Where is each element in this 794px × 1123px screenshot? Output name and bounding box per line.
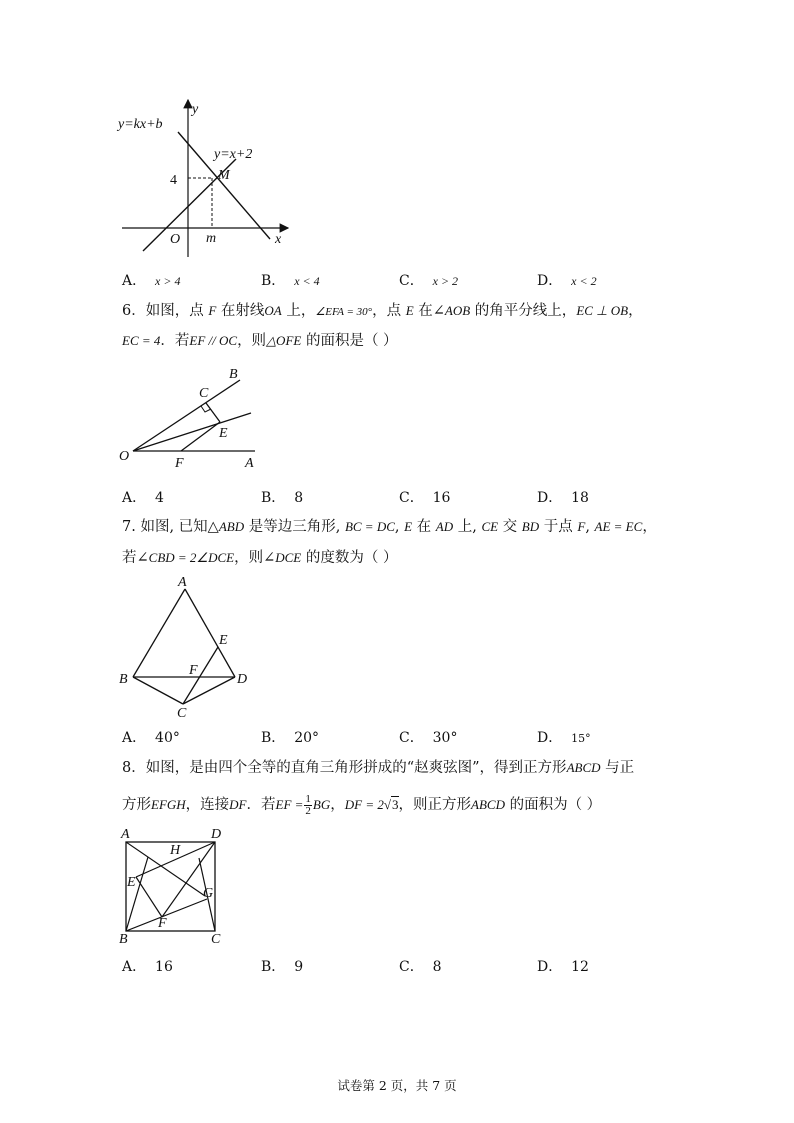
q5-graph-figure xyxy=(110,95,295,260)
segment-BC xyxy=(133,677,183,704)
segment-E-F xyxy=(136,877,162,917)
q8-option-b[interactable]: B． 9 xyxy=(261,959,304,975)
svg-text:A: A xyxy=(245,456,254,471)
svg-text:F: F xyxy=(189,663,198,678)
label-kx-plus-b: y=kx+b xyxy=(118,117,163,132)
svg-text:B: B xyxy=(119,932,128,947)
svg-text:D: D xyxy=(211,827,222,842)
svg-text:O: O xyxy=(119,449,130,464)
q8-stem-line1: 8．如图，是由四个全等的直角三角形拼成的“赵爽弦图”，得到正方形ABCD 与正 xyxy=(122,760,635,776)
label-x-plus-2: y=x+2 xyxy=(214,147,253,162)
side-AB xyxy=(133,589,185,677)
q6-stem-line2: EC = 4．若EF // OC，则△OFE 的面积是（ ） xyxy=(122,333,398,349)
q6-stem-line1: 6．如图，点 F 在射线OA 上，∠EFA = 30°，点 E 在∠AOB 的角平分线上，EC ⊥ OB， xyxy=(122,303,643,319)
q5-option-c[interactable]: C． x > 2 xyxy=(399,273,459,289)
label-x-tick-m: m xyxy=(206,231,217,246)
q7-option-b[interactable]: B． 20° xyxy=(261,730,320,746)
segment-B-H xyxy=(126,857,148,931)
label-point-M: M xyxy=(218,168,230,183)
svg-text:C: C xyxy=(199,386,209,401)
bisector xyxy=(133,413,251,451)
q5-option-a[interactable]: A． x > 4 xyxy=(122,273,181,289)
segment-EC xyxy=(206,403,220,422)
svg-text:D: D xyxy=(237,672,248,687)
label-y-tick-4: 4 xyxy=(170,173,177,188)
q8-stem-line2: 方形EFGH，连接DF．若EF = $\frac{1}{2}$ BG，DF = 2√3，则正方形ABCD 的面积为（ ） xyxy=(122,792,602,817)
q7-stem-line1: 7. 如图, 已知△ABD 是等边三角形, BC = DC, E 在 AD 上, CE 交 BD 于点 F, AE = EC， xyxy=(122,519,657,535)
svg-text:E: E xyxy=(127,875,136,890)
segment-A-G xyxy=(126,842,205,896)
q8-option-a[interactable]: A． 16 xyxy=(122,959,173,975)
svg-text:E: E xyxy=(219,426,228,441)
q7-option-a[interactable]: A． 40° xyxy=(122,730,180,746)
q6-option-a[interactable]: A． 4 xyxy=(122,490,164,506)
svg-text:H: H xyxy=(170,843,181,858)
svg-text:B: B xyxy=(229,367,238,382)
svg-text:G: G xyxy=(203,886,214,901)
q8-figure xyxy=(115,825,230,947)
q7-option-d[interactable]: D． 15° xyxy=(537,730,591,746)
q7-stem-line2: 若∠CBD = 2∠DCE，则∠DCE 的度数为（ ） xyxy=(122,550,398,566)
label-y-axis: y xyxy=(192,102,199,117)
q7-option-c[interactable]: C． 30° xyxy=(399,730,458,746)
svg-text:F: F xyxy=(158,916,167,931)
q5-option-d[interactable]: D． x < 2 xyxy=(537,273,597,289)
q6-figure xyxy=(115,362,265,472)
q5-option-b[interactable]: B． x < 4 xyxy=(261,273,320,289)
label-origin: O xyxy=(170,232,181,247)
svg-text:B: B xyxy=(119,672,128,687)
q6-option-c[interactable]: C． 16 xyxy=(399,490,451,506)
svg-text:C: C xyxy=(177,706,187,721)
q7-figure xyxy=(115,572,255,722)
q6-option-d[interactable]: D． 18 xyxy=(537,490,589,506)
page-footer: 试卷第 2 页，共 7 页 xyxy=(337,1078,457,1093)
svg-text:F: F xyxy=(175,456,184,471)
q6-option-b[interactable]: B． 8 xyxy=(261,490,304,506)
segment-EF xyxy=(181,422,220,451)
svg-text:E: E xyxy=(219,633,228,648)
svg-text:C: C xyxy=(211,932,221,947)
q8-option-c[interactable]: C． 8 xyxy=(399,959,442,975)
label-x-axis: x xyxy=(275,232,282,247)
q8-option-d[interactable]: D． 12 xyxy=(537,959,589,975)
fraction-one-half: $\frac{1}{2}$ xyxy=(305,792,311,817)
svg-text:A: A xyxy=(121,827,130,842)
svg-text:A: A xyxy=(178,575,187,590)
